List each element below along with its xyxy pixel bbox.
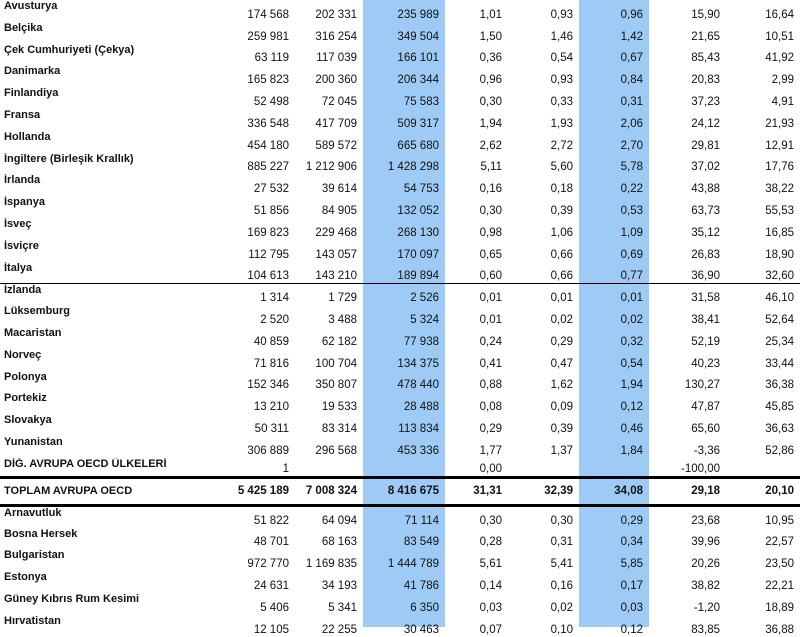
table-row — [0, 436, 800, 458]
country-name: Güney Kıbrıs Rum Kesimi — [4, 592, 140, 605]
country-name: İngiltere (Birleşik Krallık) — [4, 152, 134, 165]
value-cell: 68 163 — [321, 536, 357, 549]
table-row — [0, 44, 800, 66]
value-cell: 30 463 — [403, 623, 439, 636]
value-cell: 5 324 — [410, 313, 439, 326]
value-cell: 46,10 — [765, 292, 794, 305]
value-cell: 2 526 — [410, 292, 439, 305]
value-cell: 84 905 — [321, 204, 357, 217]
value-cell: 0,30 — [479, 204, 502, 217]
value-cell: 0,29 — [479, 422, 502, 435]
value-cell: 72 045 — [321, 95, 357, 108]
value-cell: 885 227 — [247, 161, 289, 174]
value-cell: 174 568 — [247, 8, 289, 21]
country-name: Danimarka — [4, 65, 61, 78]
value-cell: 0,30 — [479, 95, 502, 108]
value-cell: 20,83 — [691, 74, 720, 87]
value-cell: 0,02 — [550, 601, 573, 614]
value-cell: 38,82 — [691, 579, 720, 592]
value-cell: 189 894 — [363, 262, 445, 284]
country-name: İtalya — [0, 262, 230, 284]
value-cell: 85,43 — [691, 52, 720, 65]
value-cell: 20,26 — [691, 558, 720, 571]
value-cell: -3,36 — [693, 444, 720, 457]
value-cell: 52,19 — [691, 335, 720, 348]
value-cell: 206 344 — [397, 74, 439, 87]
value-cell: 3 488 — [328, 313, 357, 326]
table-row — [0, 87, 800, 109]
value-cell: 152 346 — [247, 379, 289, 392]
value-cell: 40 859 — [253, 335, 289, 348]
value-cell: 0,02 — [550, 313, 573, 326]
value-cell: 43,88 — [691, 183, 720, 196]
table-row — [0, 458, 800, 478]
value-cell: 1,46 — [550, 30, 573, 43]
value-cell: 71 114 — [404, 514, 439, 527]
value-cell: 268 130 — [397, 226, 439, 239]
value-cell: 1,94 — [620, 379, 643, 392]
value-cell: 2,06 — [620, 117, 643, 130]
value-cell: 589 572 — [315, 139, 357, 152]
value-cell: 0,07 — [479, 623, 502, 636]
value-cell: 63,73 — [691, 204, 720, 217]
country-name: Yunanistan — [4, 435, 63, 448]
value-cell: 200 360 — [315, 74, 357, 87]
value-cell: 4,91 — [771, 95, 794, 108]
value-cell: 33,44 — [765, 357, 794, 370]
table-row — [0, 615, 800, 637]
value-cell: 16,85 — [765, 226, 794, 239]
value-cell: 65,60 — [691, 422, 720, 435]
value-cell: 0,96 — [479, 74, 502, 87]
value-cell: 0,31 — [620, 95, 643, 108]
value-cell: 134 375 — [397, 357, 439, 370]
value-cell: 47,87 — [691, 401, 720, 414]
value-cell: 37,23 — [691, 95, 720, 108]
value-cell: 113 834 — [398, 422, 439, 435]
value-cell: 54 753 — [403, 183, 439, 196]
table-row — [0, 283, 800, 305]
value-cell: 28 488 — [403, 401, 439, 414]
value-cell: 32,39 — [508, 478, 579, 506]
value-cell: 36,63 — [765, 422, 794, 435]
value-cell: 31,58 — [691, 292, 720, 305]
value-cell: 5,41 — [550, 558, 573, 571]
value-cell: 83 314 — [321, 422, 357, 435]
value-cell: 0,01 — [550, 292, 573, 305]
value-cell: 48 701 — [253, 536, 289, 549]
value-cell: 21,65 — [691, 30, 720, 43]
value-cell: 25,34 — [765, 335, 794, 348]
country-name: İspanya — [4, 196, 45, 209]
value-cell: 0,54 — [620, 357, 643, 370]
value-cell: 34,08 — [579, 478, 649, 506]
table-row — [0, 305, 800, 327]
table-row — [0, 528, 800, 550]
value-cell: 1,06 — [550, 226, 573, 239]
value-cell: 1 314 — [260, 292, 289, 305]
value-cell: 5,61 — [479, 558, 502, 571]
value-cell: 7 008 324 — [295, 478, 363, 506]
country-name: İsveç — [4, 217, 32, 230]
value-cell: 350 807 — [315, 379, 357, 392]
table-row — [0, 478, 800, 506]
value-cell — [295, 458, 363, 478]
value-cell: 36,88 — [765, 623, 794, 636]
value-cell: 2,62 — [479, 139, 502, 152]
value-cell: 1 729 — [328, 292, 357, 305]
table-row — [0, 131, 800, 153]
value-cell: 2,72 — [550, 139, 573, 152]
value-cell: 34 193 — [321, 579, 357, 592]
value-cell: 24 631 — [253, 579, 289, 592]
value-cell: 52,64 — [765, 313, 794, 326]
value-cell: 32,60 — [726, 262, 800, 284]
table-row — [0, 240, 800, 262]
table-row — [0, 218, 800, 240]
value-cell: 132 052 — [397, 204, 439, 217]
value-cell: 5,85 — [620, 558, 643, 571]
value-cell: 143 210 — [295, 262, 363, 284]
value-cell: 0,10 — [550, 623, 573, 636]
value-cell: 39,96 — [691, 536, 720, 549]
value-cell: 1 169 835 — [305, 558, 357, 571]
value-cell: 0,09 — [550, 401, 573, 414]
value-cell: 50 311 — [254, 422, 289, 435]
value-cell: -1,20 — [693, 601, 720, 614]
value-cell: 1,42 — [620, 30, 643, 43]
country-name: DİĞ. AVRUPA OECD ÜLKELERİ — [0, 458, 230, 478]
value-cell: 417 709 — [315, 117, 357, 130]
value-cell: 0,30 — [550, 514, 573, 527]
country-name: Portekiz — [4, 392, 47, 405]
value-cell: 0,46 — [620, 422, 643, 435]
value-cell — [726, 458, 800, 478]
value-cell: 38,22 — [765, 183, 794, 196]
value-cell: 509 317 — [397, 117, 439, 130]
value-cell: 39 614 — [321, 183, 357, 196]
value-cell: 259 981 — [247, 30, 289, 43]
value-cell: 0,14 — [479, 579, 502, 592]
country-name: Slovakya — [4, 414, 52, 427]
value-cell: 0,47 — [550, 357, 573, 370]
country-name: Bosna Hersek — [4, 527, 78, 540]
value-cell: 71 816 — [253, 357, 289, 370]
value-cell: 0,66 — [508, 262, 579, 284]
value-cell: 0,24 — [479, 335, 502, 348]
value-cell: 17,76 — [765, 161, 794, 174]
value-cell: 1,93 — [550, 117, 573, 130]
value-cell: 0,01 — [479, 313, 502, 326]
value-cell: 0,41 — [479, 357, 502, 370]
value-cell: 23,50 — [765, 558, 794, 571]
country-name: Norveç — [4, 348, 42, 361]
value-cell: 62 182 — [321, 335, 357, 348]
country-name: İsviçre — [4, 239, 39, 252]
value-cell: 5 425 189 — [230, 478, 295, 506]
value-cell: 83 549 — [403, 536, 439, 549]
value-cell: 0,36 — [479, 52, 502, 65]
country-name: Hollanda — [4, 130, 51, 143]
value-cell: 1,37 — [550, 444, 573, 457]
table-row — [0, 549, 800, 571]
value-cell: 5 406 — [260, 601, 289, 614]
table-row — [0, 22, 800, 44]
value-cell: 349 504 — [397, 30, 439, 43]
value-cell: 1 — [230, 458, 295, 478]
value-cell: 29,18 — [649, 478, 726, 506]
value-cell: 0,60 — [445, 262, 508, 284]
value-cell: 100 704 — [315, 357, 357, 370]
value-cell: 36,38 — [765, 379, 794, 392]
value-cell: 36,90 — [649, 262, 726, 284]
value-cell: 5 341 — [328, 601, 357, 614]
value-cell: 0,84 — [620, 74, 643, 87]
value-cell: 10,51 — [765, 30, 794, 43]
value-cell: 0,22 — [620, 183, 643, 196]
table-row — [0, 571, 800, 593]
value-cell: 0,02 — [620, 313, 643, 326]
table-row — [0, 0, 800, 22]
value-cell — [363, 458, 445, 478]
value-cell: 38,41 — [691, 313, 720, 326]
value-cell: 1,01 — [479, 8, 502, 21]
value-cell: 0,93 — [550, 74, 573, 87]
value-cell: 453 336 — [397, 444, 439, 457]
value-cell: 235 989 — [397, 8, 439, 21]
value-cell: 26,83 — [691, 248, 720, 261]
value-cell: 2,70 — [620, 139, 643, 152]
country-name: Çek Cumhuriyeti (Çekya) — [4, 43, 135, 56]
value-cell: 0,39 — [550, 204, 573, 217]
value-cell: 0,01 — [620, 292, 643, 305]
value-cell: 21,93 — [765, 117, 794, 130]
table-row — [0, 371, 800, 393]
value-cell: 0,01 — [479, 292, 502, 305]
value-cell: 0,16 — [479, 183, 502, 196]
value-cell: 0,03 — [620, 601, 643, 614]
value-cell: 0,08 — [479, 401, 502, 414]
value-cell: 336 548 — [247, 117, 289, 130]
country-name: Arnavutluk — [4, 507, 62, 520]
value-cell: 0,54 — [550, 52, 573, 65]
value-cell: 5,11 — [480, 161, 502, 174]
value-cell: 112 795 — [248, 248, 289, 261]
value-cell: 31,31 — [445, 478, 508, 506]
value-cell: 1 428 298 — [387, 161, 439, 174]
value-cell: 143 057 — [315, 248, 357, 261]
value-cell: 52,86 — [765, 444, 794, 457]
value-cell: 665 680 — [397, 139, 439, 152]
value-cell: 83,85 — [691, 623, 720, 636]
value-cell: 0,69 — [620, 248, 643, 261]
country-name: Hırvatistan — [4, 614, 61, 627]
value-cell: 15,90 — [691, 8, 720, 21]
value-cell: 75 583 — [403, 95, 439, 108]
value-cell: 41,92 — [765, 52, 794, 65]
country-name: Macaristan — [4, 326, 62, 339]
value-cell — [508, 458, 579, 478]
value-cell: 35,12 — [691, 226, 720, 239]
country-name: İzlanda — [4, 283, 42, 296]
table-row — [0, 109, 800, 131]
value-cell: 8 416 675 — [363, 478, 445, 506]
value-cell: 0,28 — [479, 536, 502, 549]
country-name: Bulgaristan — [4, 549, 65, 562]
value-cell: 6 350 — [410, 601, 439, 614]
table-row — [0, 262, 800, 284]
table-row — [0, 196, 800, 218]
value-cell: 29,81 — [691, 139, 720, 152]
value-cell: 0,12 — [620, 623, 643, 636]
value-cell: 41 786 — [403, 579, 439, 592]
value-cell: 0,18 — [550, 183, 573, 196]
country-name: İrlanda — [4, 174, 41, 187]
value-cell: 52 498 — [253, 95, 289, 108]
value-cell: 1,62 — [550, 379, 573, 392]
country-name: Belçika — [4, 21, 43, 34]
value-cell: 5,60 — [550, 161, 573, 174]
value-cell: 0,93 — [550, 8, 573, 21]
value-cell: 64 094 — [321, 514, 357, 527]
table-row — [0, 506, 800, 528]
value-cell: 0,30 — [479, 514, 502, 527]
value-cell: 0,16 — [550, 579, 573, 592]
value-cell: 37,02 — [691, 161, 720, 174]
value-cell: 18,89 — [765, 601, 794, 614]
value-cell: 0,03 — [479, 601, 502, 614]
value-cell: 77 938 — [403, 335, 439, 348]
value-cell: 454 180 — [247, 139, 289, 152]
value-cell: 0,53 — [620, 204, 643, 217]
country-name: Avusturya — [4, 0, 58, 12]
value-cell: 972 770 — [247, 558, 289, 571]
value-cell: 51 856 — [253, 204, 289, 217]
value-cell: 0,29 — [550, 335, 573, 348]
value-cell: 0,34 — [620, 536, 643, 549]
value-cell — [579, 458, 649, 478]
value-cell: 1,50 — [479, 30, 502, 43]
value-cell: 1 212 906 — [305, 161, 357, 174]
country-name: Lüksemburg — [4, 305, 71, 318]
table-row — [0, 174, 800, 196]
value-cell: 130,27 — [684, 379, 720, 392]
value-cell: 5,78 — [620, 161, 643, 174]
value-cell: 0,33 — [550, 95, 573, 108]
value-cell: 1,84 — [620, 444, 643, 457]
value-cell: 306 889 — [247, 444, 289, 457]
value-cell: 0,88 — [479, 379, 502, 392]
country-name: Fransa — [4, 108, 41, 121]
value-cell: 169 823 — [247, 226, 289, 239]
value-cell: 23,68 — [691, 514, 720, 527]
value-cell: 51 822 — [253, 514, 289, 527]
value-cell: 170 097 — [397, 248, 439, 261]
value-cell: 166 101 — [397, 52, 439, 65]
table-row — [0, 392, 800, 414]
value-cell: 22 255 — [321, 623, 357, 636]
value-cell: 22,57 — [765, 536, 794, 549]
value-cell: 2 520 — [260, 313, 289, 326]
table-row — [0, 593, 800, 615]
value-cell: 104 613 — [230, 262, 295, 284]
table-row — [0, 327, 800, 349]
value-cell: 117 039 — [316, 52, 357, 65]
country-name: Polonya — [4, 370, 47, 383]
value-cell: 55,53 — [765, 204, 794, 217]
value-cell: 202 331 — [315, 8, 357, 21]
value-cell: 13 210 — [253, 401, 289, 414]
value-cell: 1 444 789 — [387, 558, 439, 571]
value-cell: 1,94 — [479, 117, 502, 130]
value-cell: 40,23 — [691, 357, 720, 370]
value-cell: 0,39 — [550, 422, 573, 435]
value-cell: 0,29 — [620, 514, 643, 527]
country-name: Estonya — [4, 571, 47, 584]
value-cell: 0,98 — [479, 226, 502, 239]
table-row — [0, 65, 800, 87]
value-cell: 1,77 — [479, 444, 502, 457]
value-cell: 296 568 — [315, 444, 357, 457]
value-cell: 0,77 — [579, 262, 649, 284]
value-cell: 63 119 — [254, 52, 289, 65]
value-cell: 0,32 — [620, 335, 643, 348]
value-cell: 20,10 — [726, 478, 800, 506]
value-cell: 0,31 — [550, 536, 573, 549]
value-cell: -100,00 — [649, 458, 726, 478]
table-row — [0, 349, 800, 371]
value-cell: 0,00 — [445, 458, 508, 478]
country-name: Finlandiya — [4, 87, 59, 100]
value-cell: 12,91 — [765, 139, 794, 152]
value-cell: 316 254 — [315, 30, 357, 43]
value-cell: 229 468 — [315, 226, 357, 239]
value-cell: 10,95 — [765, 514, 794, 527]
country-name: TOPLAM AVRUPA OECD — [0, 478, 230, 506]
value-cell: 22,21 — [765, 579, 794, 592]
value-cell: 16,64 — [765, 8, 794, 21]
value-cell: 19 533 — [321, 401, 357, 414]
value-cell: 165 823 — [247, 74, 289, 87]
value-cell: 1,09 — [620, 226, 643, 239]
value-cell: 24,12 — [691, 117, 720, 130]
value-cell: 0,67 — [620, 52, 643, 65]
table-row — [0, 153, 800, 175]
value-cell: 18,90 — [765, 248, 794, 261]
value-cell: 478 440 — [397, 379, 439, 392]
value-cell: 0,17 — [620, 579, 643, 592]
value-cell: 12 105 — [253, 623, 289, 636]
value-cell: 45,85 — [765, 401, 794, 414]
value-cell: 0,96 — [620, 8, 643, 21]
value-cell: 0,12 — [620, 401, 643, 414]
value-cell: 0,66 — [550, 248, 573, 261]
table-row — [0, 414, 800, 436]
value-cell: 0,65 — [479, 248, 502, 261]
value-cell: 2,99 — [771, 74, 794, 87]
value-cell: 27 532 — [253, 183, 289, 196]
